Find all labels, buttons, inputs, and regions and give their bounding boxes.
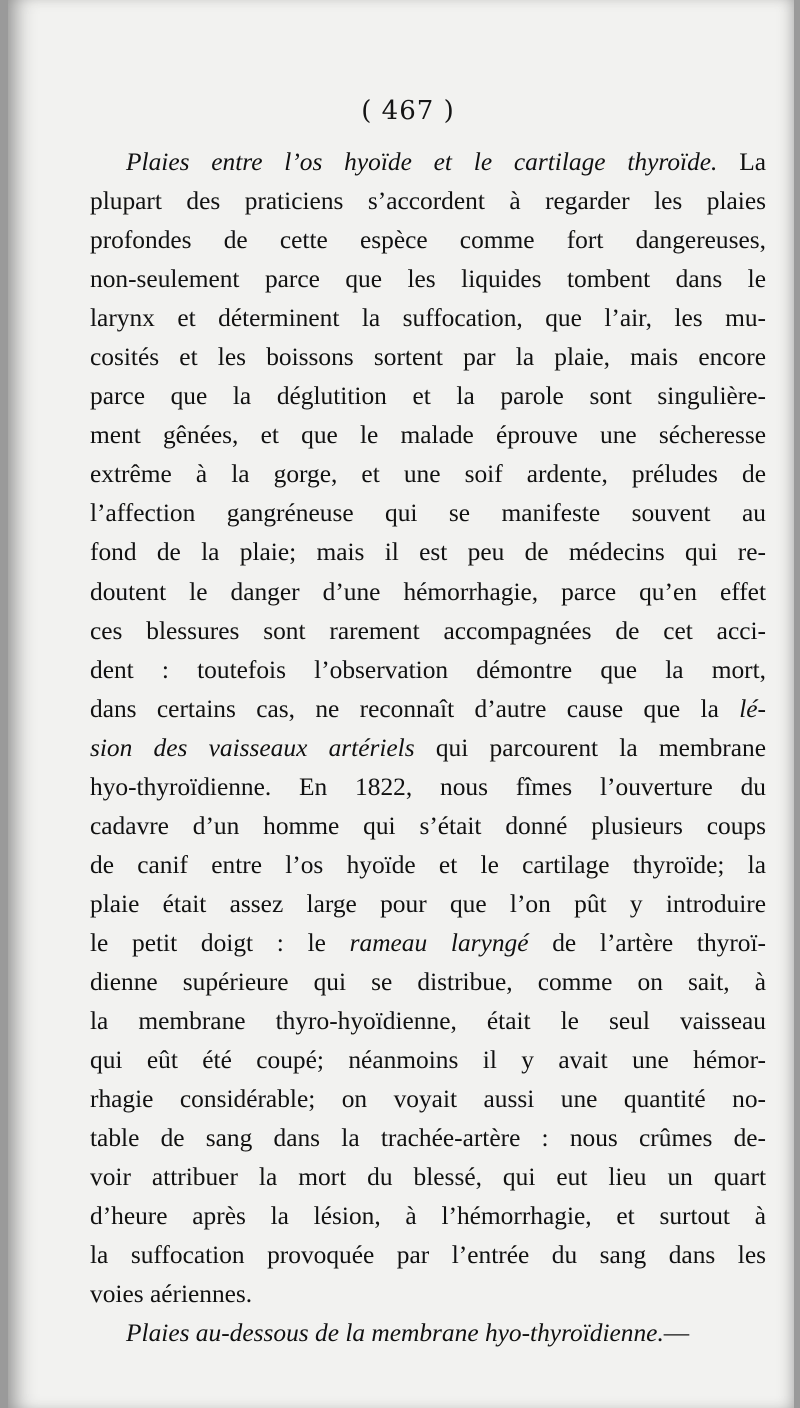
text-run: le petit doigt : le — [90, 928, 350, 957]
text-run: la membrane thyro-hyoïdienne, était le seul vaisseau — [90, 1007, 766, 1036]
text-run: parce que la déglutition et la parole sont singulière- — [90, 382, 766, 411]
text-line — [90, 1275, 766, 1314]
text-line — [90, 651, 766, 690]
italic-text: sion des vaisseaux artériels — [90, 733, 415, 762]
text-run: qui eût été coupé; néanmoins il y avait une hémor- — [90, 1046, 766, 1075]
text-run: dans certains cas, ne reconnaît d’autre cause que la — [90, 694, 740, 723]
text-line — [90, 221, 766, 260]
text-run: plupart des praticiens s’accordent à regarder les plaies — [90, 187, 766, 216]
text-run: La — [717, 148, 766, 176]
text-run: plaie était assez large pour que l’on pût y introduire — [90, 889, 766, 918]
text-run: larynx et déterminent la suffocation, que l’air, les mu- — [90, 304, 766, 333]
text-line — [90, 1119, 766, 1158]
text-line — [90, 338, 766, 377]
text-run: la suffocation provoquée par l’entrée du sang dans les — [90, 1241, 766, 1270]
text-run: extrême à la gorge, et une soif ardente, préludes de — [90, 460, 766, 489]
text-run: dienne supérieure qui se distribue, comme on sait, à — [90, 967, 766, 996]
italic-text: rameau laryngé — [349, 928, 529, 957]
text-line — [90, 143, 766, 182]
text-line — [90, 690, 766, 729]
text-line — [90, 1158, 766, 1197]
text-line — [90, 1002, 766, 1041]
text-run: ment gênées, et que le malade éprouve une sécheresse — [90, 421, 766, 450]
text-run: dent : toutefois l’observation démontre que la mort, — [90, 655, 766, 684]
page-number: ( 467 ) — [361, 96, 455, 126]
text-line — [90, 963, 766, 1002]
text-run: voir attribuer la mort du blessé, qui eut lieu un quart — [90, 1163, 766, 1192]
text-run: profondes de cette espèce comme fort dangereuses, — [90, 226, 766, 255]
text-run: de canif entre l’os hyoïde et le cartilage thyroïde; la — [90, 850, 766, 879]
text-line — [90, 494, 766, 533]
text-run: — — [663, 1319, 690, 1348]
text-run: qui parcourent la membrane — [414, 733, 766, 762]
text-line — [90, 1314, 766, 1353]
text-line — [90, 533, 766, 572]
text-run: voies aériennes. — [90, 1280, 253, 1309]
text-run: fond de la plaie; mais il est peu de médecins qui re- — [90, 538, 766, 567]
text-line — [90, 729, 766, 768]
text-line — [90, 1041, 766, 1080]
text-line — [90, 455, 766, 494]
text-line — [90, 807, 766, 846]
text-line — [90, 846, 766, 885]
text-line — [90, 182, 766, 221]
text-line — [90, 885, 766, 924]
text-run: non-seulement parce que les liquides tombent dans le — [90, 265, 766, 294]
text-line — [90, 299, 766, 338]
text-line — [90, 573, 766, 612]
text-run: table de sang dans la trachée-artère : nous crûmes de- — [90, 1124, 766, 1153]
text-run: ces blessures sont rarement accompagnées de cet acci- — [90, 616, 766, 645]
text-line — [90, 377, 766, 416]
text-line — [90, 612, 766, 651]
book-page — [8, 0, 794, 1408]
text-run: de l’artère thyroï- — [528, 928, 766, 957]
text-run: doutent le danger d’une hémorrhagie, parce qu’en effet — [90, 577, 766, 606]
italic-text: Plaies au-dessous de la membrane hyo-thyroïdienne. — [126, 1319, 664, 1348]
text-run: cosités et les boissons sortent par la plaie, mais encore — [90, 343, 766, 372]
body-text — [90, 143, 766, 1353]
text-line — [90, 260, 766, 299]
text-line — [90, 416, 766, 455]
italic-text: lé- — [739, 694, 766, 723]
text-run: hyo-thyroïdienne. En 1822, nous fîmes l’ouverture du — [90, 772, 766, 801]
text-run: rhagie considérable; on voyait aussi une quantité no- — [90, 1085, 766, 1114]
text-line — [90, 924, 766, 963]
italic-text: Plaies entre l’os hyoïde et le cartilage thyroïde. — [126, 148, 718, 176]
text-line — [90, 768, 766, 807]
text-run: d’heure après la lésion, à l’hémorrhagie, et surtout à — [90, 1202, 766, 1231]
text-run: l’affection gangréneuse qui se manifeste souvent au — [90, 499, 766, 528]
text-line — [90, 1236, 766, 1275]
text-line — [90, 1197, 766, 1236]
text-line — [90, 1080, 766, 1119]
text-run: cadavre d’un homme qui s’était donné plusieurs coups — [90, 811, 766, 840]
